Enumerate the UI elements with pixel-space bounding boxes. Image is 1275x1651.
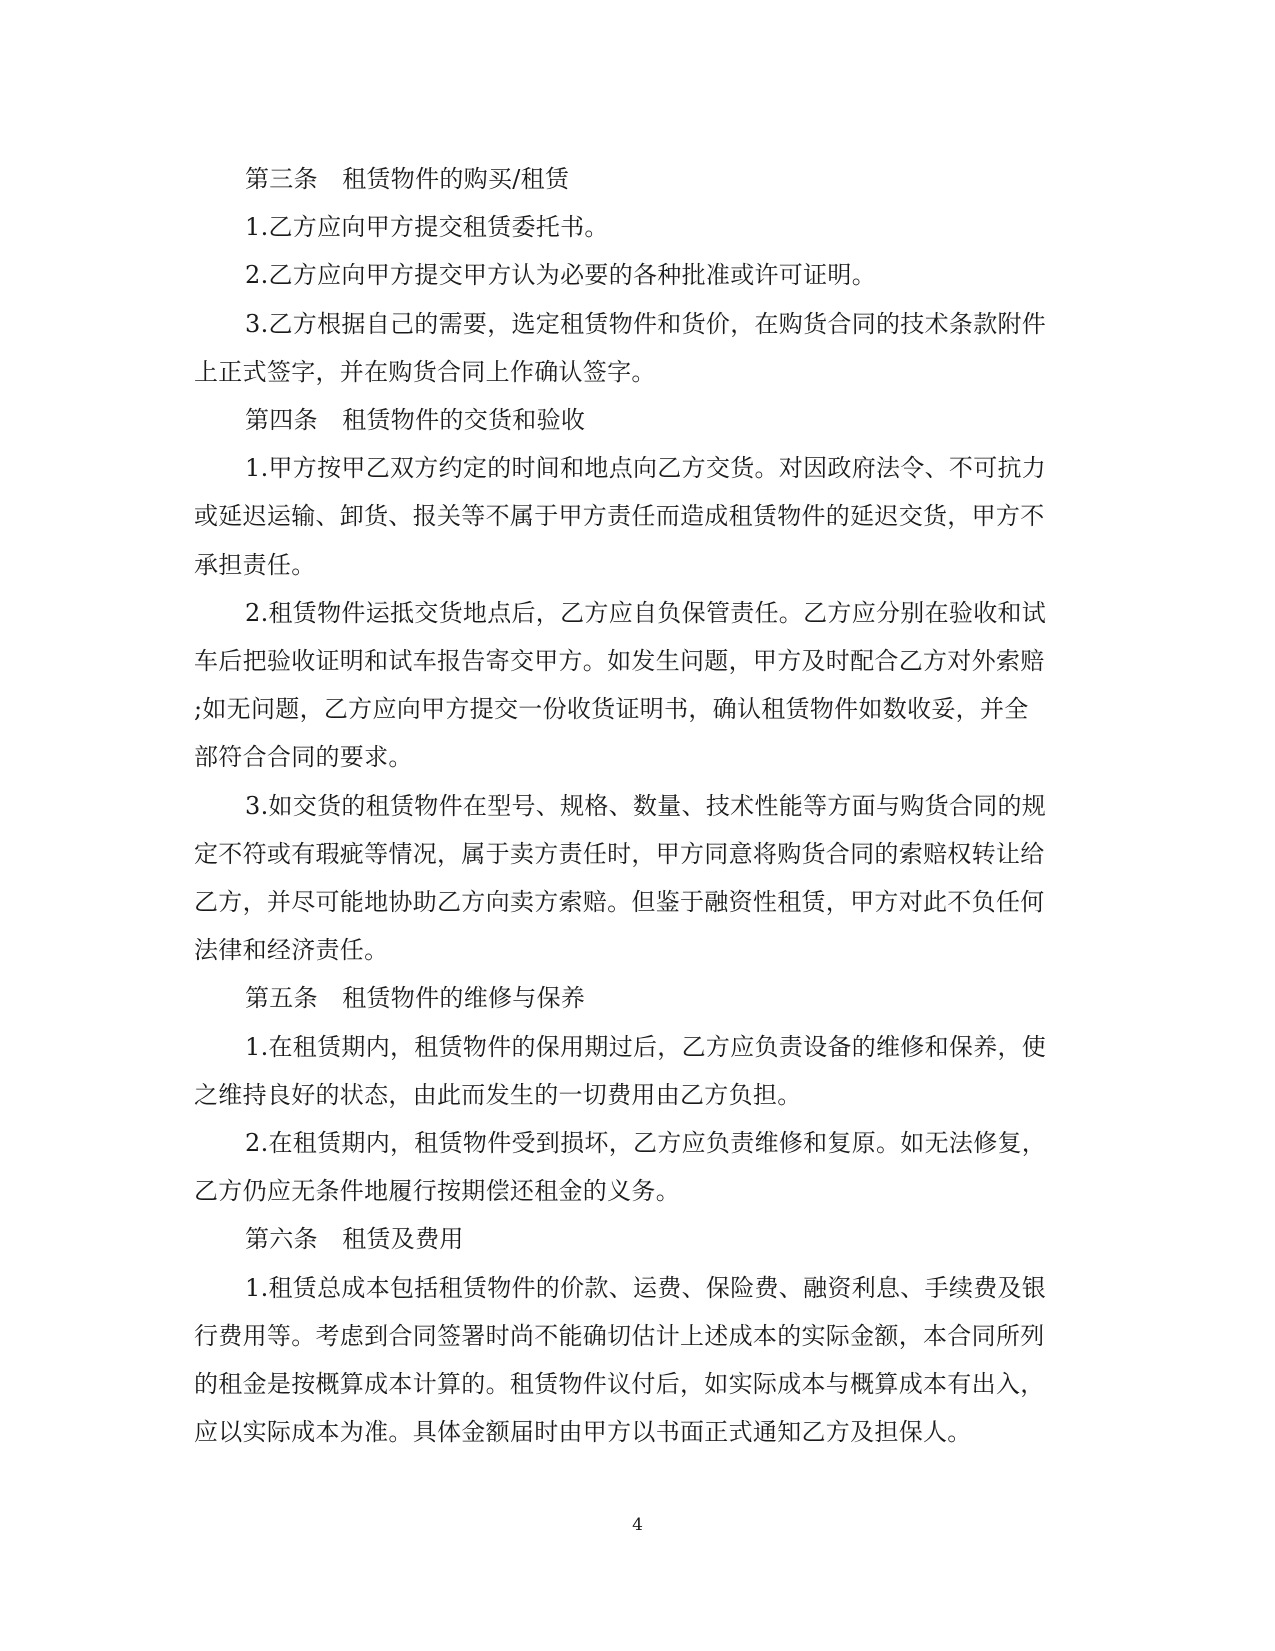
paragraph-line: 1.甲方按甲乙双方约定的时间和地点向乙方交货。对因政府法令、不可抗力: [245, 454, 1047, 483]
paragraph-line: 车后把验收证明和试车报告寄交甲方。如发生问题，甲方及时配合乙方对外索赔: [194, 647, 1045, 676]
paragraph-line: ;如无问题，乙方应向甲方提交一份收货证明书，确认租赁物件如数收妥，并全: [194, 695, 1029, 724]
paragraph-line: 1.租赁总成本包括租赁物件的价款、运费、保险费、融资利息、手续费及银: [245, 1273, 1047, 1302]
article-5-heading: 第五条 租赁物件的维修与保养: [245, 984, 586, 1013]
article-6-heading: 第六条 租赁及费用: [245, 1225, 464, 1254]
paragraph-line: 承担责任。: [194, 550, 316, 579]
paragraph-line: 之维持良好的状态，由此而发生的一切费用由乙方负担。: [194, 1080, 802, 1109]
paragraph-line: 3.如交货的租赁物件在型号、规格、数量、技术性能等方面与购货合同的规: [245, 791, 1047, 820]
paragraph-line: 3.乙方根据自己的需要，选定租赁物件和货价，在购货合同的技术条款附件: [245, 309, 1047, 338]
paragraph-line: 乙方，并尽可能地协助乙方向卖方索赔。但鉴于融资性租赁，甲方对此不负任何: [194, 888, 1045, 917]
article-3-heading: 第三条 租赁物件的购买/租赁: [245, 165, 570, 193]
paragraph-line: 或延迟运输、卸货、报关等不属于甲方责任而造成租赁物件的延迟交货，甲方不: [194, 502, 1045, 531]
paragraph-line: 1.乙方应向甲方提交租赁委托书。: [245, 213, 609, 242]
article-4-heading: 第四条 租赁物件的交货和验收: [245, 406, 586, 435]
paragraph-line: 乙方仍应无条件地履行按期偿还租金的义务。: [194, 1177, 680, 1206]
paragraph-line: 的租金是按概算成本计算的。租赁物件议付后，如实际成本与概算成本有出入，: [194, 1370, 1045, 1399]
paragraph-line: 2.乙方应向甲方提交甲方认为必要的各种批准或许可证明。: [245, 261, 876, 290]
paragraph-line: 法律和经济责任。: [194, 936, 389, 965]
paragraph-line: 行费用等。考虑到合同签署时尚不能确切估计上述成本的实际金额，本合同所列: [194, 1321, 1045, 1350]
paragraph-line: 2.租赁物件运抵交货地点后，乙方应自负保管责任。乙方应分别在验收和试: [245, 598, 1047, 627]
page-number: 4: [632, 1515, 643, 1535]
paragraph-line: 部符合合同的要求。: [194, 743, 413, 772]
document-body: [194, 155, 1074, 1456]
paragraph-line: 应以实际成本为准。具体金额届时由甲方以书面正式通知乙方及担保人。: [194, 1418, 972, 1447]
paragraph-line: 定不符或有瑕疵等情况，属于卖方责任时，甲方同意将购货合同的索赔权转让给: [194, 839, 1045, 868]
paragraph-line: 1.在租赁期内，租赁物件的保用期过后，乙方应负责设备的维修和保养，使: [245, 1032, 1047, 1061]
paragraph-line: 2.在租赁期内，租赁物件受到损坏，乙方应负责维修和复原。如无法修复，: [245, 1129, 1047, 1158]
paragraph-line: 上正式签字，并在购货合同上作确认签字。: [194, 357, 656, 386]
